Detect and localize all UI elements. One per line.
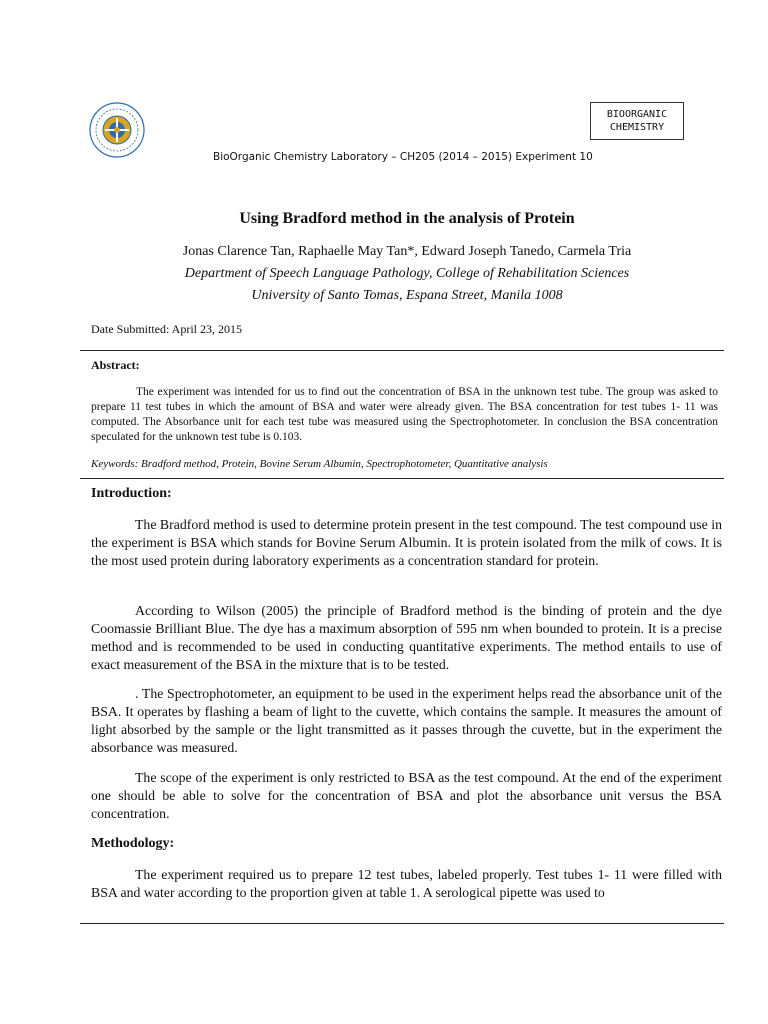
university-seal-logo <box>88 92 146 168</box>
keywords: Keywords: Bradford method, Protein, Bovine Serum Albumin, Spectrophotometer, Quantitative analysis <box>91 458 548 470</box>
course-badge <box>590 102 684 140</box>
abstract-heading: Abstract: <box>91 358 140 372</box>
divider-bottom <box>80 923 724 924</box>
methodology-paragraph-1: The experiment required us to prepare 12 test tubes, labeled properly. Test tubes 1- 11 were filled with BSA and water according to the proportion given at table 1. A serological pipette was used to <box>91 867 722 900</box>
intro-paragraph-1: The Bradford method is used to determine protein present in the test compound. The test compound use in the experiment is BSA which stands for Bovine Serum Albumin. It is protein isolated from the milk of cows. It is the most used protein during laboratory experiments as a concentration standard for protein. <box>91 517 722 568</box>
badge-line-2: CHEMISTRY <box>609 122 665 133</box>
lab-header-line: BioOrganic Chemistry Laboratory – CH205 (2014 – 2015) Experiment 10 <box>213 151 593 163</box>
paper-title: Using Bradford method in the analysis of Protein <box>239 210 575 227</box>
university: University of Santo Tomas, Espana Street, Manila 1008 <box>251 288 563 303</box>
divider-top <box>80 350 724 351</box>
intro-paragraph-4: The scope of the experiment is only restricted to BSA as the test compound. At the end of the experiment one should be able to solve for the concentration of BSA and plot the absorbance unit versus the BSA concentration. <box>91 770 722 821</box>
intro-paragraph-3: . The Spectrophotometer, an equipment to be used in the experiment helps read the absorbance unit of the BSA. It operates by flashing a beam of light to the cuvette, which contains the sample. It measures the amount of light absorbed by the sample or the light transmitted as it passes through the cuvette, but in the experiment the absorbance was measured. <box>91 686 722 755</box>
methodology-heading: Methodology: <box>91 836 175 851</box>
department: Department of Speech Language Pathology, College of Rehabilitation Sciences <box>184 266 630 281</box>
intro-paragraph-2: According to Wilson (2005) the principle of Bradford method is the binding of protein and the dye Coomassie Brilliant Blue. The dye has a maximum absorption of 595 nm when bounded to protein. It is a precise method and is recommended to be used in conducting quantitative experiments. The method entails to use of exact measurement of the BSA in the mixture that is to be tested. <box>91 603 722 672</box>
divider-abstract-end <box>80 478 724 479</box>
date-submitted: Date Submitted: April 23, 2015 <box>91 322 242 336</box>
introduction-heading: Introduction: <box>91 486 172 501</box>
author-list: Jonas Clarence Tan, Raphaelle May Tan*, Edward Joseph Tanedo, Carmela Tria <box>182 244 632 259</box>
badge-line-1: BIOORGANIC <box>606 109 668 120</box>
abstract-body: The experiment was intended for us to find out the concentration of BSA in the unknown test tube. The group was asked to prepare 11 test tubes in which the amount of BSA and water were already given. The BSA concentration for test tubes 1- 11 was computed. The Absorbance unit for each test tube was measured using the Spectrophotometer. In conclusion the BSA concentration speculated for the unknown test tube is 0.103. <box>91 386 718 443</box>
